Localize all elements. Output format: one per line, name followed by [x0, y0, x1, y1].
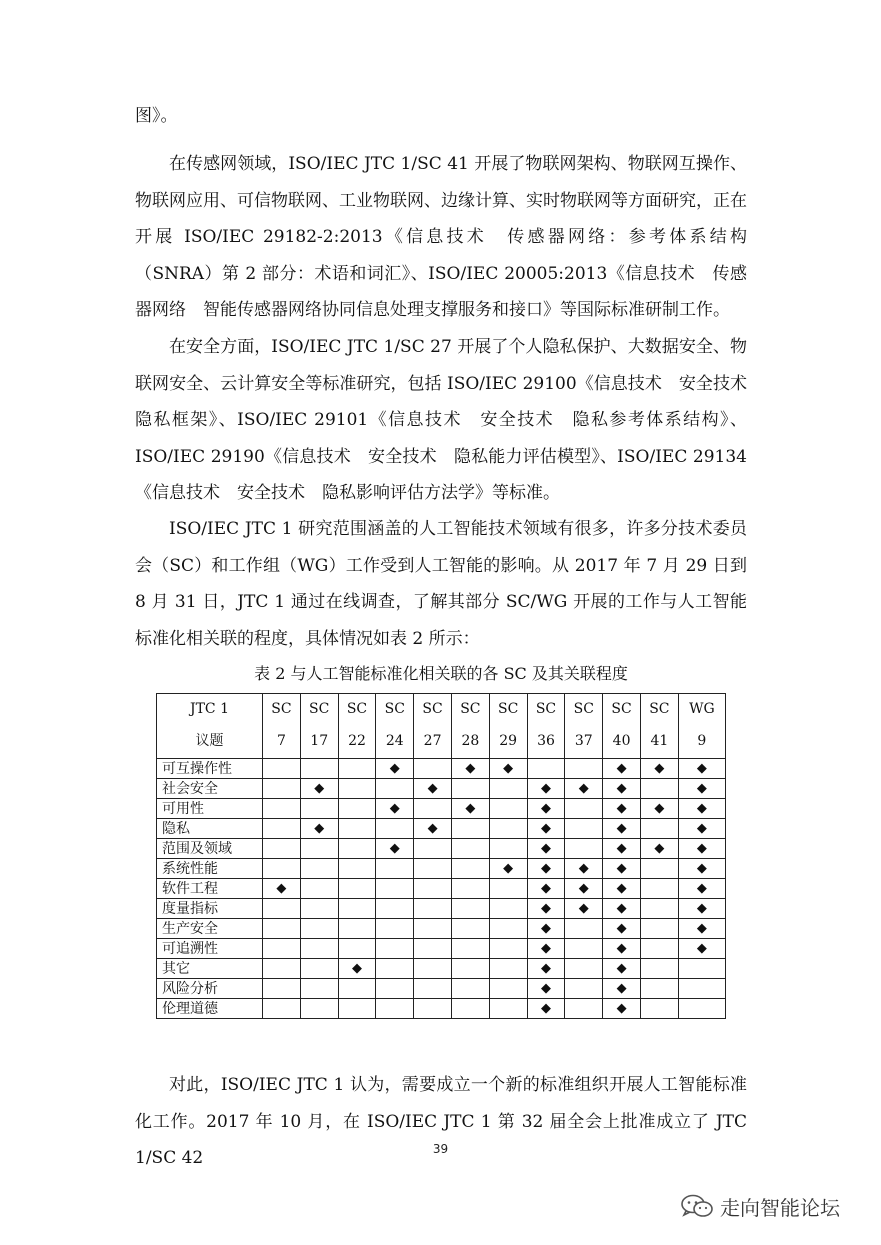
table-cell [414, 959, 452, 979]
table-cell [489, 979, 527, 999]
table-cell [678, 799, 725, 819]
table-cell [565, 999, 603, 1019]
table-cell [338, 859, 376, 879]
row-label: 隐私 [157, 819, 263, 839]
table-cell [376, 919, 414, 939]
column-header-bottom: 37 [574, 733, 593, 749]
column-header-bottom: 9 [697, 733, 707, 749]
table-cell [451, 839, 489, 859]
column-header-top: WG [689, 701, 715, 717]
table-cell [300, 859, 338, 879]
table-cell [338, 939, 376, 959]
relevance-marker: ◆ [503, 861, 514, 876]
column-header-top: SC [460, 701, 481, 717]
table-cell [565, 959, 603, 979]
table-cell [527, 879, 565, 899]
table-cell [489, 879, 527, 899]
wechat-icon [680, 1193, 714, 1219]
table-cell [300, 879, 338, 899]
corner-top-label: JTC 1 [189, 701, 230, 717]
relevance-marker: ◆ [540, 801, 551, 816]
table-column-header [414, 694, 452, 759]
row-label: 可用性 [157, 799, 263, 819]
table-cell [640, 799, 678, 819]
table-cell [451, 879, 489, 899]
table-cell [338, 779, 376, 799]
table-cell [451, 919, 489, 939]
table-cell [640, 819, 678, 839]
relevance-marker: ◆ [696, 781, 707, 796]
table-cell [565, 759, 603, 779]
table-cell [376, 799, 414, 819]
table-cell [678, 779, 725, 799]
table-cell [414, 939, 452, 959]
table-cell [527, 839, 565, 859]
table-cell [338, 919, 376, 939]
table-column-header [451, 694, 489, 759]
relevance-marker: ◆ [578, 861, 589, 876]
column-header-top: SC [649, 701, 670, 717]
relevance-marker: ◆ [654, 761, 665, 776]
table-cell [300, 819, 338, 839]
table-cell [565, 859, 603, 879]
relevance-marker: ◆ [696, 761, 707, 776]
table-cell [527, 939, 565, 959]
table-cell [640, 899, 678, 919]
table-cell [678, 899, 725, 919]
row-label: 系统性能 [157, 859, 263, 879]
row-label: 其它 [157, 959, 263, 979]
table-cell [489, 839, 527, 859]
table-cell [263, 899, 301, 919]
table-cell [527, 919, 565, 939]
table-cell [489, 759, 527, 779]
table-cell [376, 899, 414, 919]
table-cell [603, 919, 641, 939]
table-cell [414, 859, 452, 879]
table-cell [300, 779, 338, 799]
table-cell [678, 919, 725, 939]
column-header-top: SC [346, 701, 368, 717]
table-cell [603, 999, 641, 1019]
table-cell [489, 939, 527, 959]
table-cell [527, 959, 565, 979]
table-row [157, 859, 726, 879]
table-header-row [157, 694, 726, 759]
relevance-marker: ◆ [540, 861, 551, 876]
table-column-header [565, 694, 603, 759]
relevance-marker: ◆ [540, 821, 551, 836]
paragraph-ai-survey: ISO/IEC JTC 1 研究范围涵盖的人工智能技术领域有很多，许多分技术委员会（SC）和工作组（WG）工作受到人工智能的影响。从 2017 年 7 月 29 日到 8 月 31 日，JTC 1 通过在线调查，了解其部分 SC/WG 开展的工作与人工智能标准化相关联的程度，具体情况如表 2 所示： [135, 519, 747, 649]
table-cell [527, 979, 565, 999]
table-row [157, 799, 726, 819]
column-header-top: SC [573, 701, 594, 717]
table-cell [451, 939, 489, 959]
relevance-marker: ◆ [578, 781, 589, 796]
sc-relevance-table [156, 693, 726, 1019]
column-header-top: SC [422, 701, 443, 717]
corner-bottom-label: 议题 [195, 733, 224, 749]
relevance-marker: ◆ [616, 901, 627, 916]
row-label: 伦理道德 [157, 999, 263, 1019]
table-row [157, 779, 726, 799]
table-cell [263, 939, 301, 959]
relevance-marker: ◆ [540, 1001, 551, 1016]
table-row [157, 759, 726, 779]
table-cell [678, 979, 725, 999]
table-cell [376, 979, 414, 999]
relevance-marker: ◆ [696, 801, 707, 816]
column-header-bottom: 36 [537, 733, 555, 749]
table-cell [300, 979, 338, 999]
relevance-marker: ◆ [696, 921, 707, 936]
table-cell [603, 759, 641, 779]
table-cell [603, 779, 641, 799]
table-cell [300, 939, 338, 959]
table-cell [263, 819, 301, 839]
table-cell [603, 959, 641, 979]
relevance-marker: ◆ [578, 901, 589, 916]
relevance-marker: ◆ [465, 801, 476, 816]
table-cell [451, 859, 489, 879]
table-cell [300, 839, 338, 859]
table-cell [451, 799, 489, 819]
relevance-marker: ◆ [616, 861, 627, 876]
column-header-bottom: 40 [612, 733, 631, 749]
relevance-marker: ◆ [616, 841, 627, 856]
table-cell [263, 859, 301, 879]
table-cell [527, 759, 565, 779]
relevance-marker: ◆ [696, 841, 707, 856]
table-cell [603, 819, 641, 839]
table-cell [300, 899, 338, 919]
table-cell [565, 779, 603, 799]
table-cell [489, 779, 527, 799]
relevance-marker: ◆ [540, 961, 551, 976]
table-cell [640, 779, 678, 799]
relevance-marker: ◆ [427, 781, 438, 796]
column-header-bottom: 27 [423, 733, 442, 749]
relevance-marker: ◆ [540, 841, 551, 856]
table-cell [489, 959, 527, 979]
table-cell [678, 759, 725, 779]
relevance-marker: ◆ [540, 881, 551, 896]
row-label: 可互操作性 [157, 759, 263, 779]
table-cell [678, 859, 725, 879]
table-cell [678, 939, 725, 959]
relevance-marker: ◆ [696, 901, 707, 916]
table-cell [489, 859, 527, 879]
column-header-bottom: 41 [650, 733, 669, 749]
row-label: 生产安全 [157, 919, 263, 939]
relevance-marker: ◆ [351, 961, 362, 976]
table-cell [376, 859, 414, 879]
table-corner-cell [157, 694, 263, 759]
table-cell [678, 959, 725, 979]
relevance-marker: ◆ [276, 881, 287, 896]
table-cell [338, 839, 376, 859]
column-header-top: SC [384, 701, 405, 717]
column-header-bottom: 17 [310, 733, 329, 749]
table-cell [300, 759, 338, 779]
table-cell [338, 999, 376, 1019]
table-cell [338, 799, 376, 819]
table-cell [565, 899, 603, 919]
table-cell [376, 959, 414, 979]
paragraph-continuation: 图》。 [135, 106, 178, 126]
table-cell [451, 999, 489, 1019]
table-cell [640, 859, 678, 879]
relevance-marker: ◆ [616, 821, 627, 836]
table-cell [414, 759, 452, 779]
table-cell [678, 999, 725, 1019]
table-column-header [376, 694, 414, 759]
table-row [157, 939, 726, 959]
relevance-marker: ◆ [616, 881, 627, 896]
table-cell [527, 859, 565, 879]
table-row [157, 979, 726, 999]
row-label: 可追溯性 [157, 939, 263, 959]
table-cell [338, 759, 376, 779]
table-cell [451, 979, 489, 999]
table-column-header [678, 694, 725, 759]
relevance-marker: ◆ [696, 941, 707, 956]
table-cell [414, 879, 452, 899]
column-header-bottom: 24 [385, 733, 404, 749]
table-column-header [640, 694, 678, 759]
relevance-marker: ◆ [465, 761, 476, 776]
row-label: 度量指标 [157, 899, 263, 919]
column-header-bottom: 28 [461, 733, 480, 749]
table-cell [489, 799, 527, 819]
table-cell [263, 999, 301, 1019]
table-cell [376, 999, 414, 1019]
relevance-marker: ◆ [314, 781, 325, 796]
relevance-marker: ◆ [540, 781, 551, 796]
table-column-header [338, 694, 376, 759]
relevance-marker: ◆ [389, 761, 400, 776]
table-column-header [263, 694, 301, 759]
table-cell [527, 999, 565, 1019]
table-cell [300, 959, 338, 979]
relevance-marker: ◆ [616, 961, 627, 976]
table-cell [414, 919, 452, 939]
table-cell [376, 939, 414, 959]
table-cell [640, 759, 678, 779]
row-label: 范围及领域 [157, 839, 263, 859]
table-cell [527, 779, 565, 799]
table-cell [414, 819, 452, 839]
table-caption: 表 2 与人工智能标准化相关联的各 SC 及其关联程度 [254, 664, 628, 683]
relevance-marker: ◆ [314, 821, 325, 836]
table-cell [565, 839, 603, 859]
watermark-text: 走向智能论坛 [720, 1195, 840, 1220]
relevance-marker: ◆ [696, 861, 707, 876]
table-cell [640, 919, 678, 939]
table-cell [376, 839, 414, 859]
table-cell [603, 799, 641, 819]
table-cell [338, 959, 376, 979]
table-cell [603, 879, 641, 899]
table-cell [414, 839, 452, 859]
paragraph-sensor-network: 在传感网领域，ISO/IEC JTC 1/SC 41 开展了物联网架构、物联网互操作、物联网应用、可信物联网、工业物联网、边缘计算、实时物联网等方面研究，正在开展 ISO/IEC 29182-2:2013《信息技术 传感器网络：参考体系结构（SNRA）第 2 部分：术语和词汇》、ISO/IEC 20005:2013《信息技术 传感器网络 智能传感器网络协同信息处理支撑服务和接口》等国际标准研制工作。 [135, 154, 747, 320]
relevance-marker: ◆ [389, 841, 400, 856]
relevance-marker: ◆ [616, 801, 627, 816]
page-number: 39 [432, 1142, 449, 1156]
relevance-marker: ◆ [616, 781, 627, 796]
relevance-marker: ◆ [540, 901, 551, 916]
column-header-top: SC [611, 701, 632, 717]
relevance-marker: ◆ [389, 801, 400, 816]
row-label: 社会安全 [157, 779, 263, 799]
table-column-header [603, 694, 641, 759]
column-header-top: SC [535, 701, 557, 717]
table-cell [414, 899, 452, 919]
table-cell [603, 859, 641, 879]
column-header-bottom: 22 [348, 733, 366, 749]
table-cell [376, 759, 414, 779]
table-cell [451, 899, 489, 919]
relevance-marker: ◆ [540, 981, 551, 996]
table-cell [451, 759, 489, 779]
table-cell [376, 779, 414, 799]
relevance-marker: ◆ [540, 921, 551, 936]
table-column-header [300, 694, 338, 759]
table-cell [640, 999, 678, 1019]
table-cell [414, 779, 452, 799]
table-cell [451, 779, 489, 799]
table-column-header [527, 694, 565, 759]
table-cell [263, 919, 301, 939]
table-cell [640, 879, 678, 899]
table-cell [414, 799, 452, 819]
table-row [157, 839, 726, 859]
table-cell [489, 999, 527, 1019]
table-cell [678, 839, 725, 859]
table-cell [527, 799, 565, 819]
table-cell [603, 899, 641, 919]
relevance-marker: ◆ [616, 761, 627, 776]
column-header-top: SC [271, 701, 292, 717]
table-cell [640, 979, 678, 999]
row-label: 软件工程 [157, 879, 263, 899]
column-header-bottom: 29 [499, 733, 518, 749]
table-row [157, 919, 726, 939]
table-cell [263, 879, 301, 899]
table-cell [263, 839, 301, 859]
relevance-marker: ◆ [696, 821, 707, 836]
table-cell [527, 899, 565, 919]
relevance-marker: ◆ [616, 941, 627, 956]
watermark [680, 1190, 840, 1222]
table-cell [565, 939, 603, 959]
table-cell [451, 959, 489, 979]
table-cell [414, 999, 452, 1019]
row-label: 风险分析 [157, 979, 263, 999]
relevance-marker: ◆ [616, 981, 627, 996]
column-header-bottom: 7 [276, 733, 286, 749]
table-cell [678, 819, 725, 839]
table-cell [640, 959, 678, 979]
table-cell [603, 839, 641, 859]
table-cell [640, 939, 678, 959]
table-cell [603, 979, 641, 999]
table-row [157, 899, 726, 919]
table-cell [300, 799, 338, 819]
table-cell [451, 819, 489, 839]
table-cell [678, 879, 725, 899]
relevance-marker: ◆ [616, 1001, 627, 1016]
table-cell [489, 919, 527, 939]
table-cell [527, 819, 565, 839]
table-cell [338, 899, 376, 919]
paragraph-security: 在安全方面，ISO/IEC JTC 1/SC 27 开展了个人隐私保护、大数据安全、物联网安全、云计算安全等标准研究，包括 ISO/IEC 29100《信息技术 安全技术 隐私框架》、ISO/IEC 29101《信息技术 安全技术 隐私参考体系结构》、ISO/IEC 29190《信息技术 安全技术 隐私能力评估模型》、ISO/IEC 29134《信息技术 安全技术 隐私影响评估方法学》等标准。 [135, 337, 764, 503]
table-row [157, 879, 726, 899]
table-column-header [489, 694, 527, 759]
table-cell [565, 979, 603, 999]
table-row [157, 999, 726, 1019]
relevance-marker: ◆ [578, 881, 589, 896]
relevance-marker: ◆ [654, 801, 665, 816]
table-cell [640, 839, 678, 859]
table-cell [565, 919, 603, 939]
table-cell [263, 759, 301, 779]
table-row [157, 959, 726, 979]
relevance-marker: ◆ [503, 761, 514, 776]
table-cell [263, 799, 301, 819]
relevance-marker: ◆ [616, 921, 627, 936]
table-cell [565, 819, 603, 839]
table-cell [338, 879, 376, 899]
table-cell [338, 819, 376, 839]
table-cell [489, 819, 527, 839]
table-cell [263, 779, 301, 799]
table-cell [489, 899, 527, 919]
table-cell [263, 959, 301, 979]
table-cell [263, 979, 301, 999]
relevance-marker: ◆ [427, 821, 438, 836]
table-cell [300, 919, 338, 939]
column-header-top: SC [309, 701, 330, 717]
relevance-marker: ◆ [540, 941, 551, 956]
table-cell [565, 879, 603, 899]
relevance-marker: ◆ [654, 841, 665, 856]
table-cell [300, 999, 338, 1019]
table-cell [376, 879, 414, 899]
table-row [157, 819, 726, 839]
table-cell [565, 799, 603, 819]
column-header-top: SC [498, 701, 519, 717]
relevance-marker: ◆ [696, 881, 707, 896]
table-cell [376, 819, 414, 839]
paragraph-sc42: 对此，ISO/IEC JTC 1 认为，需要成立一个新的标准组织开展人工智能标准化工作。2017 年 10 月，在 ISO/IEC JTC 1 第 32 届全会上批准成立了 JTC 1/SC 42 [135, 1075, 747, 1168]
table-cell [414, 979, 452, 999]
table-cell [338, 979, 376, 999]
table-cell [603, 939, 641, 959]
